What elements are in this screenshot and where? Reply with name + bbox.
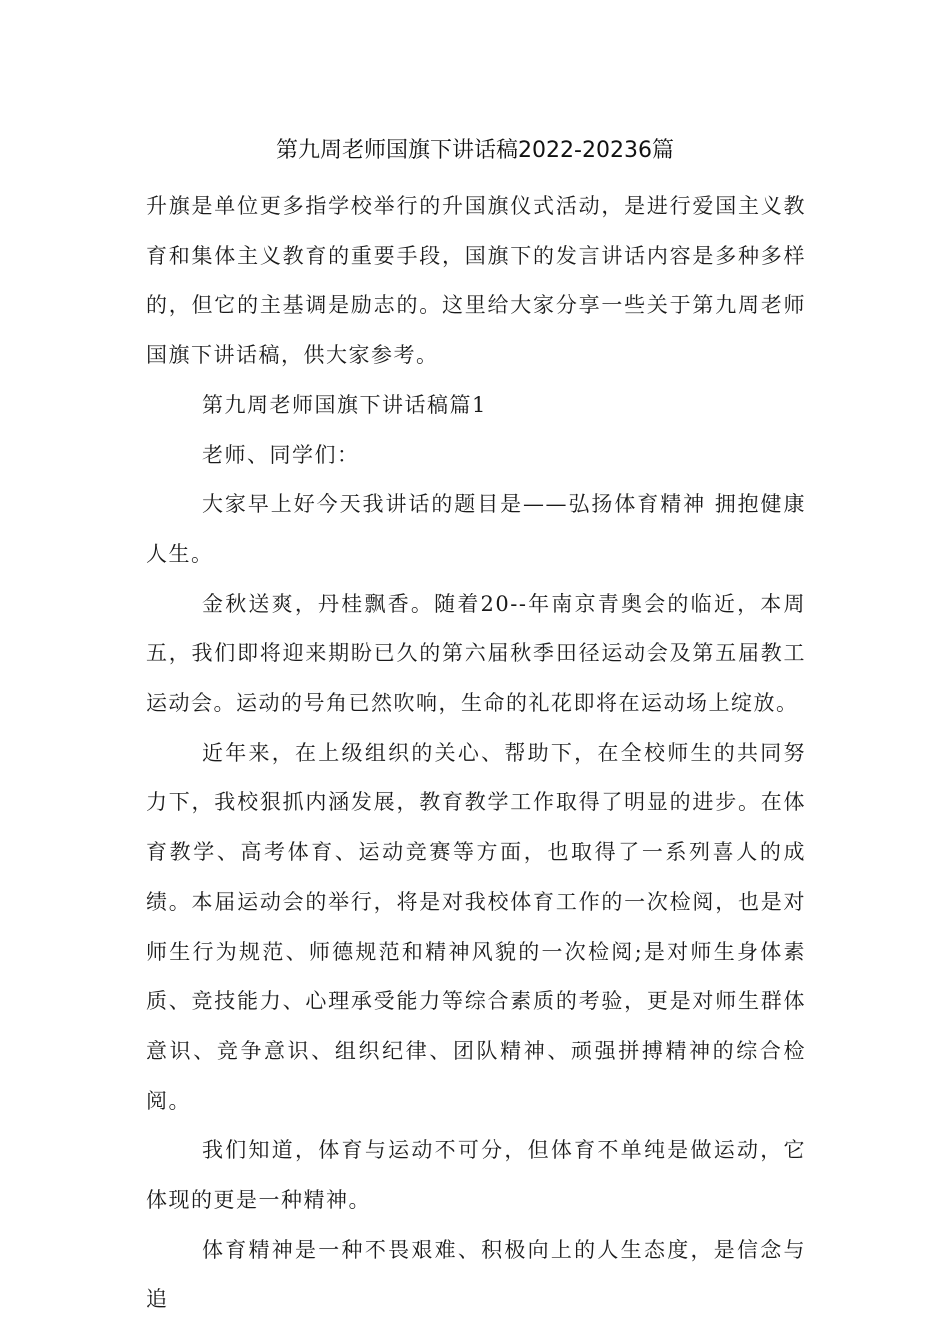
document-title: 第九周老师国旗下讲话稿2022-20236篇	[276, 138, 674, 163]
body-paragraph: 近年来，在上级组织的关心、帮助下，在全校师生的共同努力下，我校狠抓内涵发展，教育教学工作取得了明显的进步。在体育教学、高考体育、运动竞赛等方面，也取得了一系列喜人的成绩。本届运动会的举行，将是对我校体育工作的一次检阅，也是对师生行为规范、师德规范和精神风貌的一次检阅;是对师生身体素质、竞技能力、心理承受能力等综合素质的考验，更是对师生群体意识、竞争意识、组织纪律、团队精神、顽强拼搏精神的综合检阅。	[146, 740, 806, 1113]
body-paragraph: 金秋送爽，丹桂飘香。随着20--年南京青奥会的临近，本周五，我们即将迎来期盼已久的第六届秋季田径运动会及第五届教工运动会。运动的号角已然吹响，生命的礼花即将在运动场上绽放。	[146, 591, 806, 716]
section-heading: 第九周老师国旗下讲话稿篇1	[202, 392, 487, 417]
speech-topic-paragraph: 大家早上好今天我讲话的题目是——弘扬体育精神 拥抱健康人生。	[146, 492, 806, 566]
body-paragraph: 我们知道，体育与运动不可分，但体育不单纯是做运动，它体现的更是一种精神。	[146, 1138, 806, 1213]
salutation-paragraph: 老师、同学们：	[202, 442, 360, 467]
intro-paragraph: 升旗是单位更多指学校举行的升国旗仪式活动，是进行爱国主义教育和集体主义教育的重要手段，国旗下的发言讲话内容是多种多样的，但它的主基调是励志的。这里给大家分享一些关于第九周老师国旗下讲话稿，供大家参考。	[146, 194, 806, 368]
document-body	[146, 182, 806, 1325]
body-paragraph: 体育精神是一种不畏艰难、积极向上的人生态度，是信念与追	[146, 1237, 806, 1312]
